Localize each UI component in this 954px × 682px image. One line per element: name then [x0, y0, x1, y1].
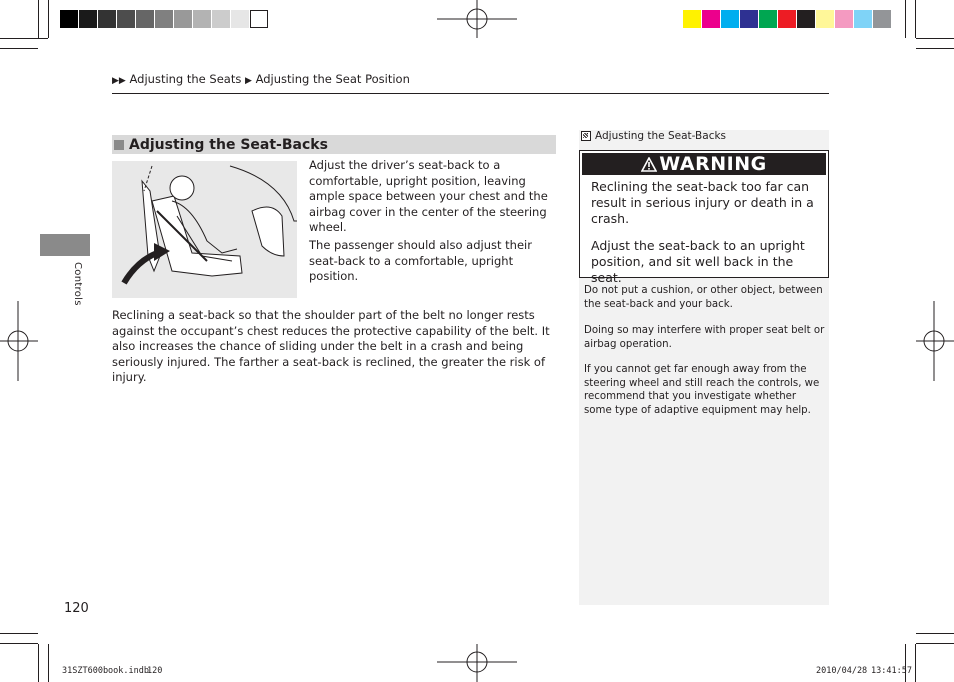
reclining-paragraph: Reclining a seat-back so that the shoulder part of the belt no longer rests against the occupant’s chest reduces the protective capability of the belt. It also increases the chance of sliding under the belt in a crash and being seriously injured. The farther a seat-back is reclined, the greater the risk of injury. [112, 308, 550, 385]
calibration-swatch [136, 10, 154, 28]
seat-recline-illustration [112, 161, 297, 298]
breadcrumb-arrows: ▶▶ [112, 76, 126, 86]
warning-text-1: Reclining the seat-back too far can result in serious injury or death in a crash. [591, 179, 814, 226]
warning-triangle-icon [641, 157, 657, 172]
calibration-swatch [250, 10, 268, 28]
header-rule [112, 93, 829, 94]
registration-mark-right [914, 301, 954, 381]
registration-mark-left [0, 301, 40, 381]
footer-file: 31SZT600book.indb [62, 666, 149, 676]
section-title: Adjusting the Seat-Backs [129, 136, 328, 153]
registration-mark-bottom [437, 642, 517, 682]
chapter-tab-label[interactable]: Controls [72, 262, 83, 306]
calibration-swatch [835, 10, 853, 28]
calibration-swatch [740, 10, 758, 28]
registration-mark-top [437, 0, 517, 40]
footer-time: 13:41:57 [871, 666, 912, 676]
breadcrumb-level2[interactable]: Adjusting the Seat Position [255, 72, 410, 86]
calibration-swatch [155, 10, 173, 28]
passenger-paragraph: The passenger should also adjust their seat-back to a comfortable, upright position. [309, 238, 532, 284]
side-heading-text: Adjusting the Seat-Backs [595, 130, 727, 142]
chapter-tab-marker [40, 234, 90, 256]
calibration-swatch [193, 10, 211, 28]
calibration-swatch [778, 10, 796, 28]
calibration-swatch [797, 10, 815, 28]
calibration-swatch [854, 10, 872, 28]
reference-icon [581, 131, 591, 141]
warning-box [579, 150, 829, 285]
calibration-swatch [759, 10, 777, 28]
calibration-swatch [98, 10, 116, 28]
page-number: 120 [64, 601, 89, 616]
calibration-swatch [79, 10, 97, 28]
calibration-swatch [60, 10, 78, 28]
side-note-2: Doing so may interfere with proper seat belt or airbag operation. [584, 325, 825, 350]
side-heading [581, 130, 726, 142]
section-marker-icon [114, 140, 124, 150]
breadcrumb-separator: ▶ [245, 76, 252, 86]
breadcrumb-level1[interactable]: Adjusting the Seats [129, 72, 242, 86]
side-note-3: If you cannot get far enough away from the steering wheel and still reach the controls, we recommend that you investigate whether some type of adaptive equipment may help. [584, 364, 820, 417]
calibration-swatch [721, 10, 739, 28]
footer-page: 120 [147, 666, 163, 676]
calibration-swatch [212, 10, 230, 28]
section-heading-bar [112, 135, 556, 154]
breadcrumb [112, 72, 410, 86]
calibration-swatch [174, 10, 192, 28]
calibration-swatch [702, 10, 720, 28]
calibration-swatch [231, 10, 249, 28]
warning-label: WARNING [659, 153, 767, 175]
footer-date: 2010/04/28 [816, 666, 868, 676]
calibration-swatch [117, 10, 135, 28]
warning-text-2: Adjust the seat-back to an upright position, and sit well back in the seat. [591, 238, 805, 285]
intro-paragraph: Adjust the driver’s seat-back to a comfortable, upright position, leaving ample space between your chest and the airbag cover in the center of the steering wheel. [309, 158, 548, 235]
calibration-swatch [816, 10, 834, 28]
calibration-swatch [683, 10, 701, 28]
calibration-swatch [873, 10, 891, 28]
side-note-1: Do not put a cushion, or other object, between the seat-back and your back. [584, 285, 823, 310]
warning-banner [582, 153, 826, 175]
